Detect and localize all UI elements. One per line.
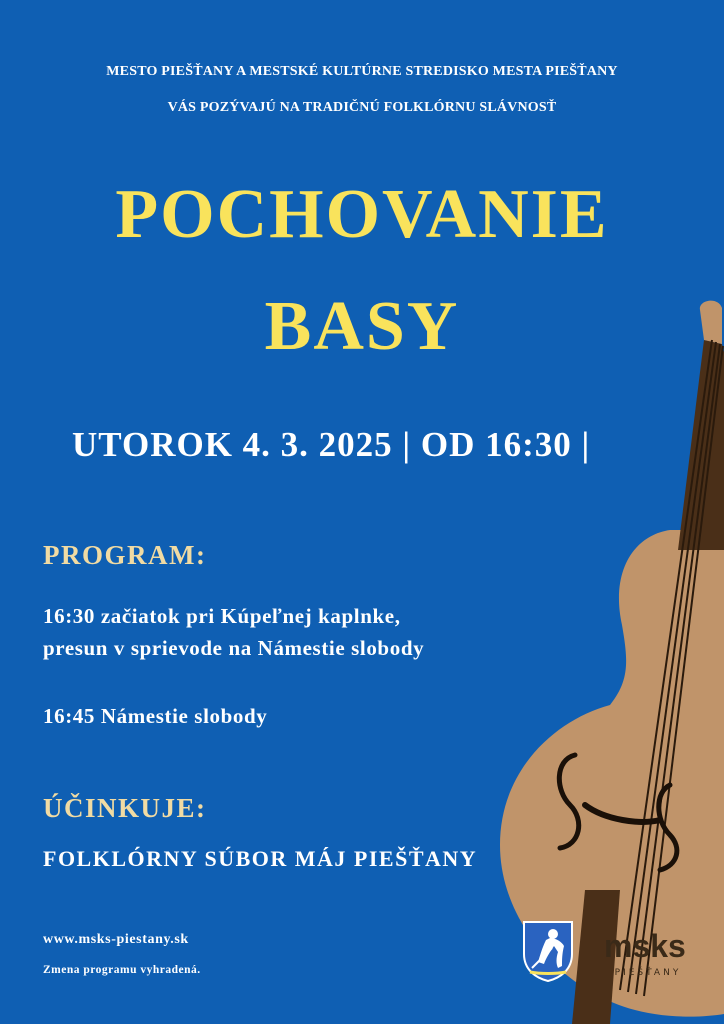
program-heading: PROGRAM: (43, 540, 207, 570)
performers-heading: ÚČINKUJE: (43, 793, 207, 823)
program-item-1-line2: presun v sprievode na Námestie slobody (43, 636, 425, 660)
website-link[interactable]: www.msks-piestany.sk (43, 932, 189, 947)
msks-logo-text: msks (604, 928, 686, 964)
msks-logo-icon (600, 925, 696, 969)
piestany-coat-of-arms-icon (522, 920, 574, 982)
double-bass-icon (460, 300, 724, 1024)
program-change-note: Zmena programu vyhradená. (43, 964, 201, 976)
organizers-line: MESTO PIEŠŤANY A MESTSKÉ KULTÚRNE STREDISKO MESTA PIEŠŤANY (106, 64, 618, 79)
msks-logo-subtext: PIEŠŤANY (614, 968, 682, 978)
invitation-line: VÁS POZÝVAJÚ NA TRADIČNÚ FOLKLÓRNU SLÁVNOSŤ (167, 100, 557, 115)
event-date: UTOROK 4. 3. 2025 | OD 16:30 | (72, 425, 591, 464)
program-item-2: 16:45 Námestie slobody (43, 704, 268, 728)
performer-name: FOLKLÓRNY SÚBOR MÁJ PIEŠŤANY (43, 846, 478, 871)
event-title-line2: BASY (264, 288, 460, 365)
program-item-1-line1: 16:30 začiatok pri Kúpeľnej kaplnke, (43, 604, 401, 628)
event-title-line1: POCHOVANIE (115, 176, 609, 253)
